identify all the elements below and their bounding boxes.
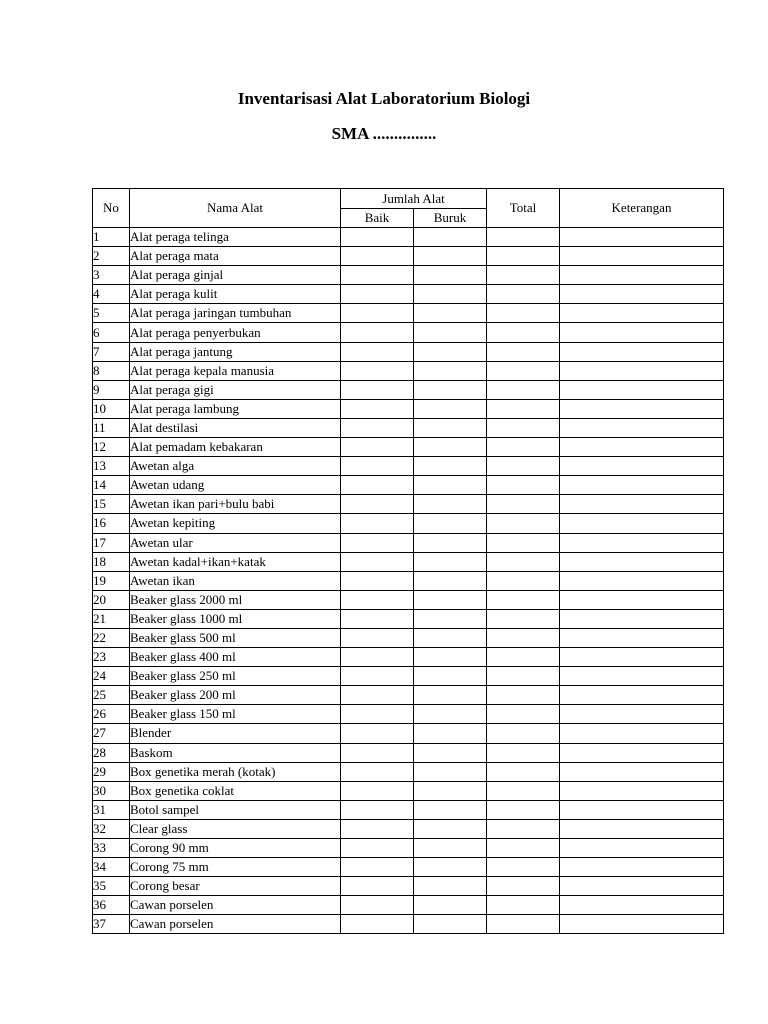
row-nama-alat: Beaker glass 500 ml: [130, 628, 341, 647]
row-baik-cell: [341, 304, 414, 323]
row-buruk-cell: [414, 762, 487, 781]
table-row: [93, 495, 724, 514]
row-total-cell: [487, 686, 560, 705]
table-row: [93, 686, 724, 705]
row-keterangan-cell: [560, 896, 724, 915]
row-nama-alat: Awetan alga: [130, 457, 341, 476]
row-no: 29: [93, 762, 130, 781]
header-total: Total: [487, 189, 560, 228]
row-buruk-cell: [414, 571, 487, 590]
row-total-cell: [487, 266, 560, 285]
row-total-cell: [487, 648, 560, 667]
row-buruk-cell: [414, 858, 487, 877]
row-no: 37: [93, 915, 130, 934]
row-buruk-cell: [414, 495, 487, 514]
row-nama-alat: Cawan porselen: [130, 896, 341, 915]
table-row: [93, 361, 724, 380]
row-keterangan-cell: [560, 686, 724, 705]
table-row: [93, 247, 724, 266]
row-total-cell: [487, 762, 560, 781]
row-buruk-cell: [414, 304, 487, 323]
row-buruk-cell: [414, 686, 487, 705]
row-total-cell: [487, 609, 560, 628]
row-buruk-cell: [414, 877, 487, 896]
row-baik-cell: [341, 648, 414, 667]
row-buruk-cell: [414, 533, 487, 552]
header-baik: Baik: [341, 209, 414, 228]
row-baik-cell: [341, 342, 414, 361]
row-keterangan-cell: [560, 877, 724, 896]
row-baik-cell: [341, 476, 414, 495]
header-no: No: [93, 189, 130, 228]
row-total-cell: [487, 304, 560, 323]
row-nama-alat: Alat peraga gigi: [130, 380, 341, 399]
header-keterangan: Keterangan: [560, 189, 724, 228]
row-keterangan-cell: [560, 819, 724, 838]
row-nama-alat: Beaker glass 2000 ml: [130, 590, 341, 609]
row-baik-cell: [341, 609, 414, 628]
row-total-cell: [487, 342, 560, 361]
row-total-cell: [487, 495, 560, 514]
row-nama-alat: Blender: [130, 724, 341, 743]
row-no: 31: [93, 800, 130, 819]
table-row: [93, 762, 724, 781]
table-row: [93, 609, 724, 628]
row-no: 16: [93, 514, 130, 533]
row-total-cell: [487, 457, 560, 476]
row-no: 19: [93, 571, 130, 590]
row-baik-cell: [341, 495, 414, 514]
row-baik-cell: [341, 743, 414, 762]
row-total-cell: [487, 877, 560, 896]
row-no: 21: [93, 609, 130, 628]
row-total-cell: [487, 800, 560, 819]
row-baik-cell: [341, 896, 414, 915]
row-buruk-cell: [414, 342, 487, 361]
row-keterangan-cell: [560, 800, 724, 819]
row-nama-alat: Beaker glass 200 ml: [130, 686, 341, 705]
row-no: 28: [93, 743, 130, 762]
table-row: [93, 743, 724, 762]
row-baik-cell: [341, 686, 414, 705]
row-buruk-cell: [414, 648, 487, 667]
row-nama-alat: Beaker glass 400 ml: [130, 648, 341, 667]
row-buruk-cell: [414, 514, 487, 533]
table-row: [93, 877, 724, 896]
row-no: 14: [93, 476, 130, 495]
table-row: [93, 724, 724, 743]
row-nama-alat: Alat peraga kepala manusia: [130, 361, 341, 380]
row-baik-cell: [341, 266, 414, 285]
row-keterangan-cell: [560, 380, 724, 399]
row-buruk-cell: [414, 705, 487, 724]
row-keterangan-cell: [560, 915, 724, 934]
row-baik-cell: [341, 514, 414, 533]
row-buruk-cell: [414, 839, 487, 858]
row-total-cell: [487, 380, 560, 399]
row-buruk-cell: [414, 266, 487, 285]
row-buruk-cell: [414, 819, 487, 838]
row-keterangan-cell: [560, 418, 724, 437]
row-no: 7: [93, 342, 130, 361]
row-baik-cell: [341, 399, 414, 418]
row-no: 13: [93, 457, 130, 476]
table-body: [93, 228, 724, 934]
row-nama-alat: Alat peraga mata: [130, 247, 341, 266]
row-no: 3: [93, 266, 130, 285]
row-baik-cell: [341, 667, 414, 686]
row-keterangan-cell: [560, 609, 724, 628]
table-row: [93, 323, 724, 342]
row-no: 32: [93, 819, 130, 838]
row-total-cell: [487, 667, 560, 686]
table-row: [93, 285, 724, 304]
table-row: [93, 228, 724, 247]
row-baik-cell: [341, 800, 414, 819]
row-no: 10: [93, 399, 130, 418]
row-buruk-cell: [414, 399, 487, 418]
table-row: [93, 380, 724, 399]
row-total-cell: [487, 323, 560, 342]
row-buruk-cell: [414, 743, 487, 762]
row-nama-alat: Botol sampel: [130, 800, 341, 819]
row-keterangan-cell: [560, 762, 724, 781]
row-nama-alat: Alat peraga kulit: [130, 285, 341, 304]
row-nama-alat: Awetan udang: [130, 476, 341, 495]
row-baik-cell: [341, 361, 414, 380]
row-baik-cell: [341, 590, 414, 609]
row-no: 12: [93, 438, 130, 457]
table-row: [93, 781, 724, 800]
row-keterangan-cell: [560, 590, 724, 609]
row-buruk-cell: [414, 609, 487, 628]
row-nama-alat: Awetan kepiting: [130, 514, 341, 533]
row-keterangan-cell: [560, 323, 724, 342]
row-buruk-cell: [414, 438, 487, 457]
row-no: 22: [93, 628, 130, 647]
row-keterangan-cell: [560, 514, 724, 533]
row-no: 4: [93, 285, 130, 304]
header-nama-alat: Nama Alat: [130, 189, 341, 228]
row-baik-cell: [341, 533, 414, 552]
row-no: 18: [93, 552, 130, 571]
row-keterangan-cell: [560, 228, 724, 247]
row-nama-alat: Corong besar: [130, 877, 341, 896]
row-nama-alat: Beaker glass 250 ml: [130, 667, 341, 686]
row-total-cell: [487, 896, 560, 915]
row-nama-alat: Corong 75 mm: [130, 858, 341, 877]
row-baik-cell: [341, 628, 414, 647]
table-row: [93, 571, 724, 590]
row-no: 34: [93, 858, 130, 877]
row-keterangan-cell: [560, 247, 724, 266]
row-keterangan-cell: [560, 724, 724, 743]
row-total-cell: [487, 533, 560, 552]
row-baik-cell: [341, 323, 414, 342]
row-total-cell: [487, 858, 560, 877]
row-keterangan-cell: [560, 571, 724, 590]
row-baik-cell: [341, 762, 414, 781]
row-keterangan-cell: [560, 457, 724, 476]
row-total-cell: [487, 552, 560, 571]
table-row: [93, 552, 724, 571]
row-no: 9: [93, 380, 130, 399]
row-baik-cell: [341, 724, 414, 743]
row-baik-cell: [341, 457, 414, 476]
row-total-cell: [487, 705, 560, 724]
table-row: [93, 476, 724, 495]
row-nama-alat: Alat peraga ginjal: [130, 266, 341, 285]
row-buruk-cell: [414, 800, 487, 819]
row-buruk-cell: [414, 476, 487, 495]
row-keterangan-cell: [560, 628, 724, 647]
row-total-cell: [487, 590, 560, 609]
row-baik-cell: [341, 228, 414, 247]
row-nama-alat: Alat peraga lambung: [130, 399, 341, 418]
row-total-cell: [487, 514, 560, 533]
row-baik-cell: [341, 839, 414, 858]
row-nama-alat: Awetan ikan: [130, 571, 341, 590]
row-baik-cell: [341, 858, 414, 877]
row-keterangan-cell: [560, 552, 724, 571]
table-row: [93, 628, 724, 647]
row-baik-cell: [341, 552, 414, 571]
row-baik-cell: [341, 571, 414, 590]
row-keterangan-cell: [560, 743, 724, 762]
row-no: 6: [93, 323, 130, 342]
row-buruk-cell: [414, 915, 487, 934]
inventory-table: [92, 188, 724, 934]
row-nama-alat: Box genetika coklat: [130, 781, 341, 800]
row-no: 27: [93, 724, 130, 743]
row-nama-alat: Alat destilasi: [130, 418, 341, 437]
row-no: 11: [93, 418, 130, 437]
row-baik-cell: [341, 915, 414, 934]
row-nama-alat: Awetan kadal+ikan+katak: [130, 552, 341, 571]
row-keterangan-cell: [560, 648, 724, 667]
row-buruk-cell: [414, 247, 487, 266]
row-keterangan-cell: [560, 667, 724, 686]
table-row: [93, 800, 724, 819]
row-baik-cell: [341, 247, 414, 266]
row-nama-alat: Box genetika merah (kotak): [130, 762, 341, 781]
row-keterangan-cell: [560, 705, 724, 724]
row-nama-alat: Beaker glass 1000 ml: [130, 609, 341, 628]
row-buruk-cell: [414, 380, 487, 399]
row-buruk-cell: [414, 667, 487, 686]
row-total-cell: [487, 915, 560, 934]
table-row: [93, 399, 724, 418]
row-total-cell: [487, 743, 560, 762]
row-buruk-cell: [414, 228, 487, 247]
table-row: [93, 514, 724, 533]
table-row: [93, 858, 724, 877]
row-keterangan-cell: [560, 361, 724, 380]
row-total-cell: [487, 361, 560, 380]
table-row: [93, 438, 724, 457]
row-no: 20: [93, 590, 130, 609]
row-baik-cell: [341, 285, 414, 304]
table-row: [93, 896, 724, 915]
row-total-cell: [487, 724, 560, 743]
row-buruk-cell: [414, 724, 487, 743]
table-row: [93, 648, 724, 667]
row-total-cell: [487, 399, 560, 418]
row-buruk-cell: [414, 323, 487, 342]
row-total-cell: [487, 285, 560, 304]
row-buruk-cell: [414, 285, 487, 304]
row-no: 36: [93, 896, 130, 915]
row-no: 23: [93, 648, 130, 667]
header-jumlah-alat: Jumlah Alat: [341, 189, 487, 209]
row-keterangan-cell: [560, 342, 724, 361]
row-keterangan-cell: [560, 781, 724, 800]
row-baik-cell: [341, 877, 414, 896]
row-no: 25: [93, 686, 130, 705]
row-buruk-cell: [414, 552, 487, 571]
row-nama-alat: Alat peraga jaringan tumbuhan: [130, 304, 341, 323]
row-keterangan-cell: [560, 476, 724, 495]
row-no: 5: [93, 304, 130, 323]
row-nama-alat: Clear glass: [130, 819, 341, 838]
row-total-cell: [487, 228, 560, 247]
row-no: 17: [93, 533, 130, 552]
row-no: 24: [93, 667, 130, 686]
row-nama-alat: Corong 90 mm: [130, 839, 341, 858]
row-keterangan-cell: [560, 495, 724, 514]
row-buruk-cell: [414, 628, 487, 647]
row-keterangan-cell: [560, 858, 724, 877]
row-total-cell: [487, 247, 560, 266]
row-nama-alat: Beaker glass 150 ml: [130, 705, 341, 724]
row-buruk-cell: [414, 781, 487, 800]
table-row: [93, 418, 724, 437]
table-row: [93, 705, 724, 724]
table-row: [93, 915, 724, 934]
table-row: [93, 304, 724, 323]
row-buruk-cell: [414, 590, 487, 609]
row-nama-alat: Alat peraga penyerbukan: [130, 323, 341, 342]
row-total-cell: [487, 571, 560, 590]
row-nama-alat: Alat peraga jantung: [130, 342, 341, 361]
row-keterangan-cell: [560, 438, 724, 457]
row-nama-alat: Awetan ular: [130, 533, 341, 552]
row-total-cell: [487, 839, 560, 858]
row-total-cell: [487, 819, 560, 838]
row-total-cell: [487, 438, 560, 457]
document-subtitle: SMA ...............: [331, 124, 437, 143]
row-no: 2: [93, 247, 130, 266]
row-total-cell: [487, 781, 560, 800]
document-title: Inventarisasi Alat Laboratorium Biologi: [237, 89, 531, 108]
row-total-cell: [487, 418, 560, 437]
row-no: 1: [93, 228, 130, 247]
row-keterangan-cell: [560, 304, 724, 323]
row-no: 30: [93, 781, 130, 800]
table-row: [93, 457, 724, 476]
row-nama-alat: Baskom: [130, 743, 341, 762]
row-baik-cell: [341, 781, 414, 800]
table-row: [93, 342, 724, 361]
row-no: 35: [93, 877, 130, 896]
row-keterangan-cell: [560, 399, 724, 418]
row-keterangan-cell: [560, 533, 724, 552]
row-nama-alat: Alat peraga telinga: [130, 228, 341, 247]
row-total-cell: [487, 476, 560, 495]
row-buruk-cell: [414, 361, 487, 380]
row-no: 26: [93, 705, 130, 724]
row-no: 8: [93, 361, 130, 380]
table-row: [93, 839, 724, 858]
row-keterangan-cell: [560, 266, 724, 285]
row-no: 15: [93, 495, 130, 514]
table-row: [93, 819, 724, 838]
table-row: [93, 667, 724, 686]
row-baik-cell: [341, 380, 414, 399]
row-buruk-cell: [414, 418, 487, 437]
header-buruk: Buruk: [414, 209, 487, 228]
table-row: [93, 266, 724, 285]
table-row: [93, 590, 724, 609]
row-no: 33: [93, 839, 130, 858]
row-nama-alat: Alat pemadam kebakaran: [130, 438, 341, 457]
row-buruk-cell: [414, 457, 487, 476]
row-keterangan-cell: [560, 839, 724, 858]
row-nama-alat: Cawan porselen: [130, 915, 341, 934]
row-baik-cell: [341, 819, 414, 838]
row-baik-cell: [341, 418, 414, 437]
row-buruk-cell: [414, 896, 487, 915]
row-keterangan-cell: [560, 285, 724, 304]
row-total-cell: [487, 628, 560, 647]
row-baik-cell: [341, 705, 414, 724]
row-nama-alat: Awetan ikan pari+bulu babi: [130, 495, 341, 514]
table-row: [93, 533, 724, 552]
row-baik-cell: [341, 438, 414, 457]
